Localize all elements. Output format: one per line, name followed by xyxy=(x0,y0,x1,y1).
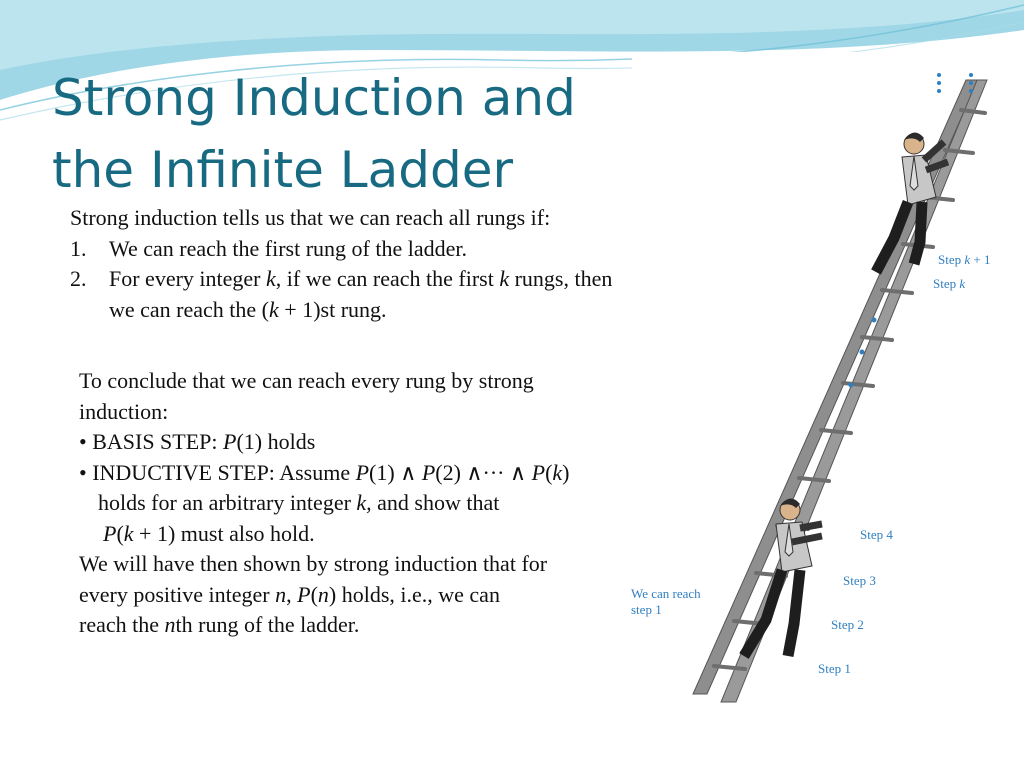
label-step-4: Step 4 xyxy=(860,527,893,542)
intro-text: Strong induction tells us that we can reach all rungs if: 1. We can reach the first rung of the ladder. 2. For every integer k, if we can reach the first k rungs, then we can reach the (k + 1)st rung. xyxy=(70,203,750,325)
label-step-2: Step 2 xyxy=(831,617,864,632)
list-item: 1. We can reach the first rung of the ladder. xyxy=(70,235,468,261)
label-step-3: Step 3 xyxy=(843,573,876,588)
basis-step: • BASIS STEP: P(1) holds xyxy=(79,429,316,454)
conclusion-text: To conclude that we can reach every rung by strong induction: • BASIS STEP: P(1) holds • INDUCTIVE STEP: Assume P(1) ∧ P(2) ∧··· ∧ P(k) holds for an arbitrary integer k, and show that P(k + 1) must also hold. We will have then shown by strong induction that for every positive integer n, P(n) holds, i.e., we can reach the nth rung of the ladder. xyxy=(79,366,679,641)
label-step-k-plus-1: Step k + 1 xyxy=(938,252,991,267)
label-we-can-reach-step-1: We can reach step 1 xyxy=(631,586,701,617)
list-item: 2. For every integer k, if we can reach the first k rungs, then xyxy=(70,266,613,291)
inductive-step: • INDUCTIVE STEP: Assume P(1) ∧ P(2) ∧··· ∧ P(k) xyxy=(79,459,570,485)
title-line-2: the Infinite Ladder xyxy=(52,141,514,199)
slide-title xyxy=(52,62,576,206)
ladder-figure xyxy=(632,52,1022,704)
intro-lead: Strong induction tells us that we can reach all rungs if: xyxy=(70,205,551,230)
label-step-1: Step 1 xyxy=(818,661,851,676)
label-step-k: Step k xyxy=(933,276,966,291)
title-line-1: Strong Induction and xyxy=(52,69,576,127)
